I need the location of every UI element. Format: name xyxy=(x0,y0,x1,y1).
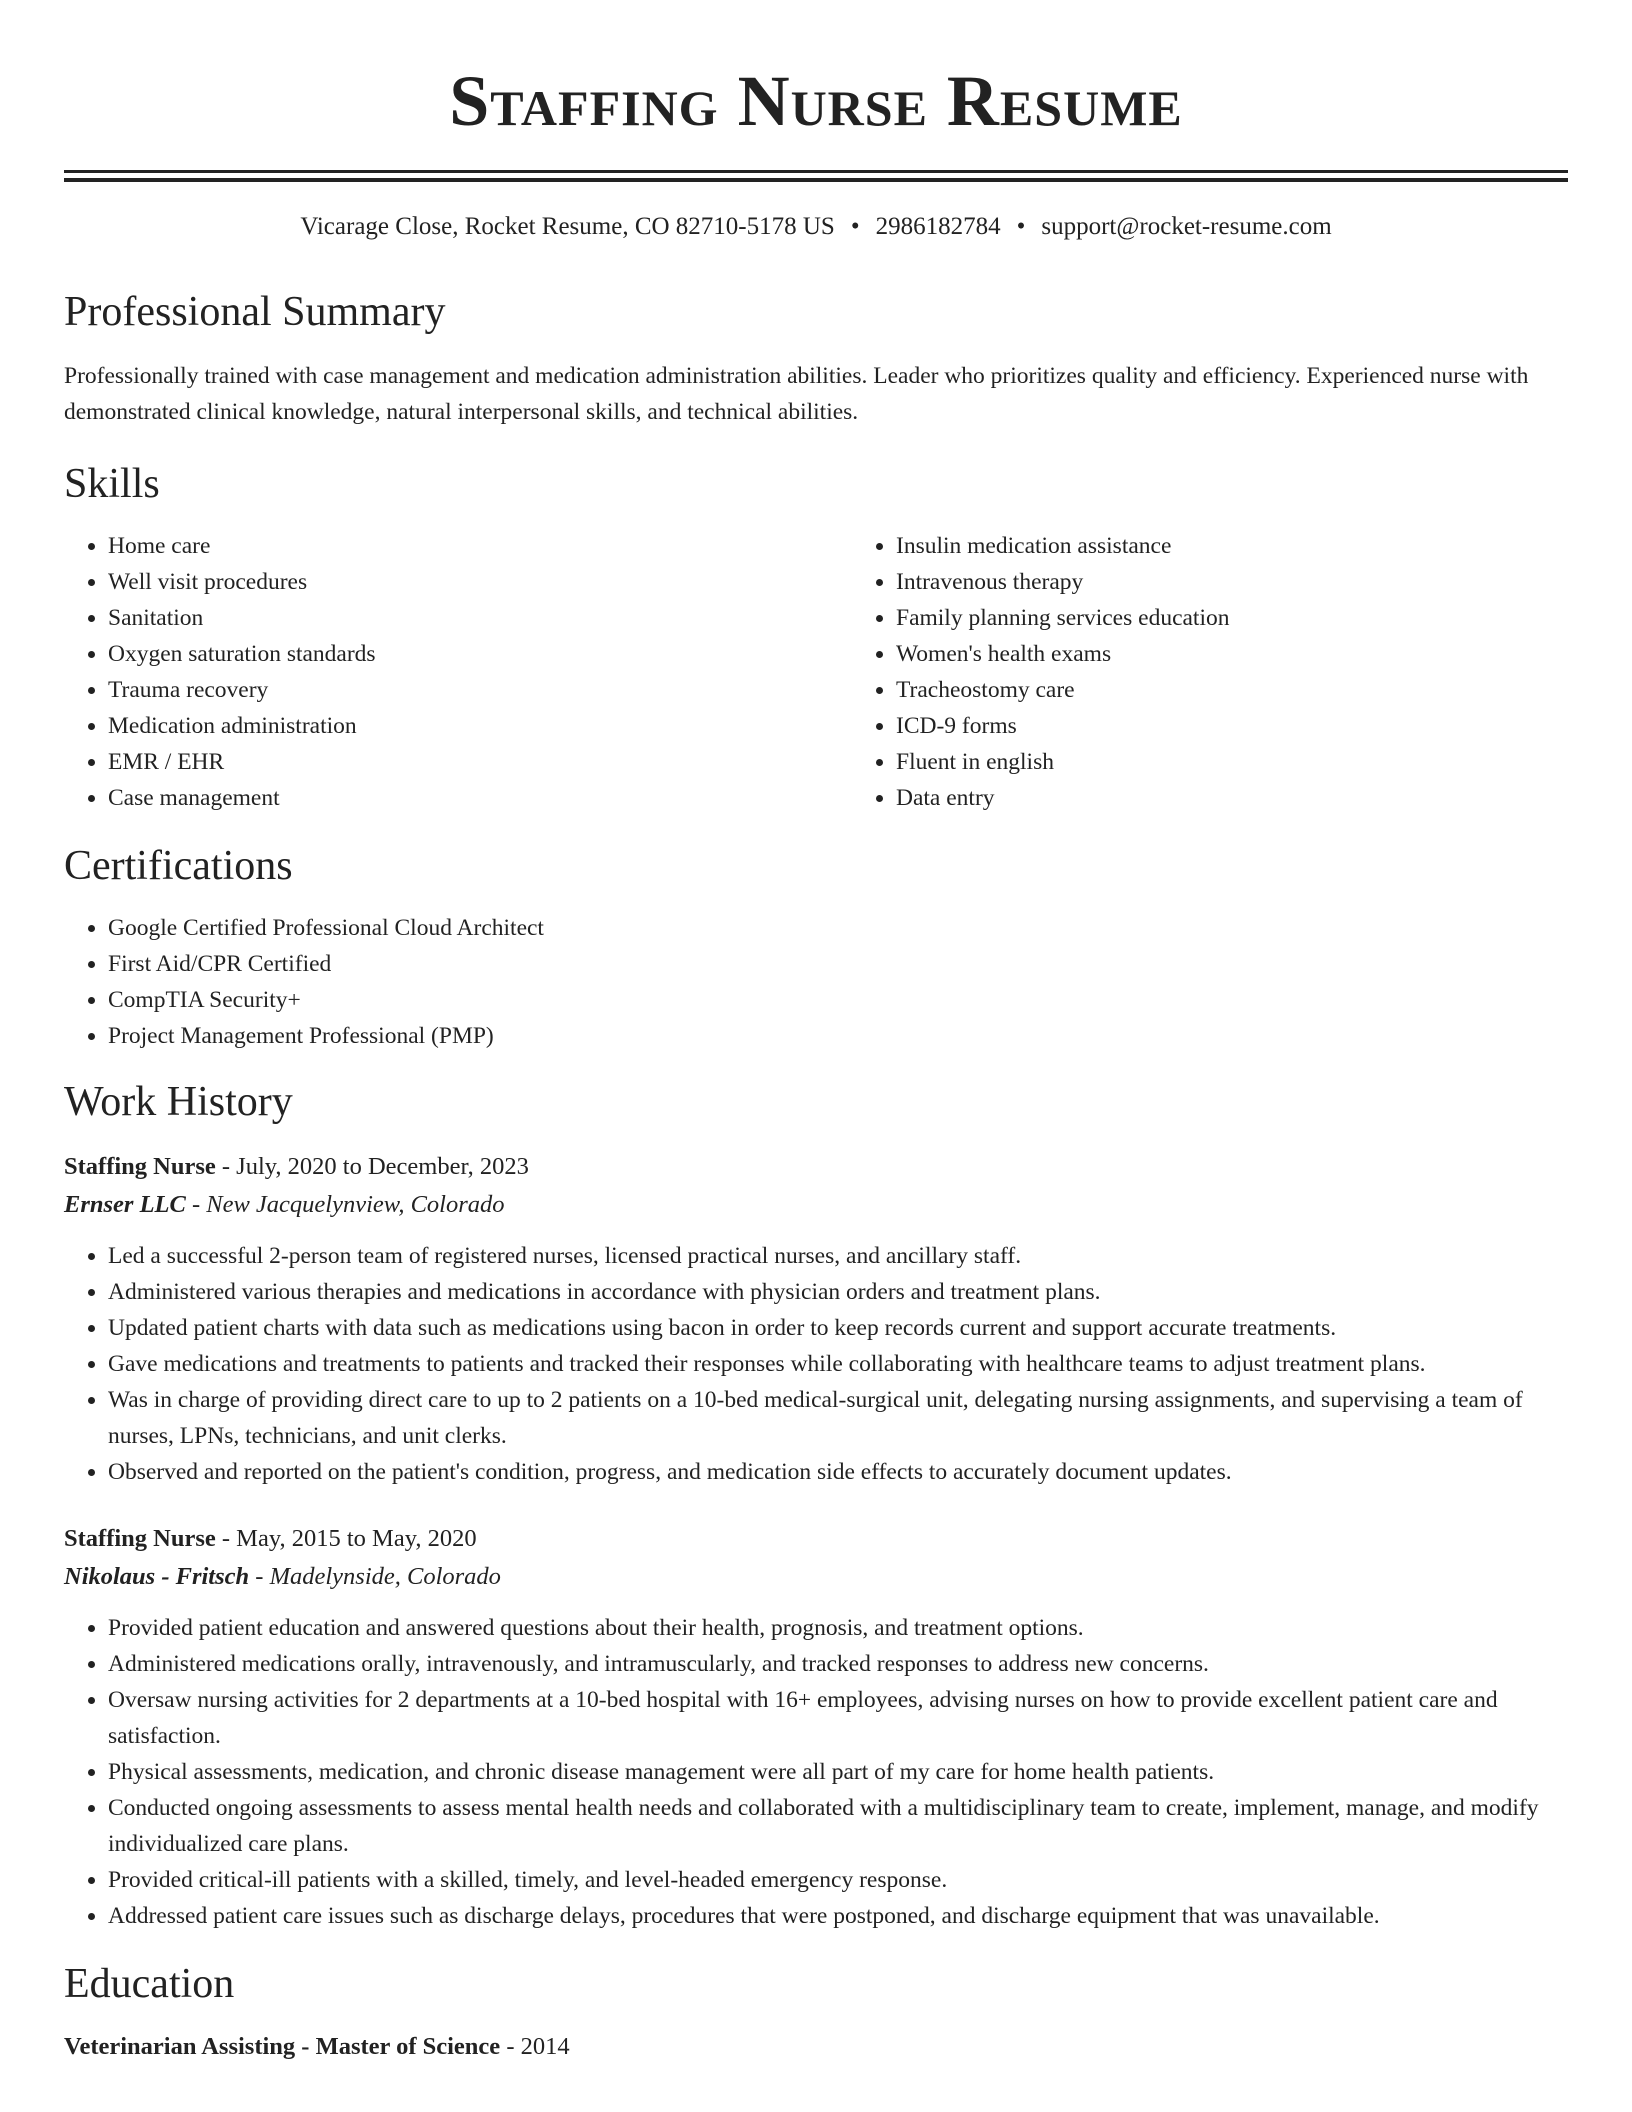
education-heading: Education xyxy=(64,1961,235,2007)
skill-item: • Insulin medication assistance xyxy=(896,528,1632,564)
certification-item: • CompTIA Security+ xyxy=(108,982,1568,1018)
certifications-heading: Certifications xyxy=(64,843,293,889)
skill-item: • Medication administration xyxy=(108,708,852,744)
job-location: - New Jacquelynview, Colorado xyxy=(185,1191,505,1218)
contact-address: Vicarage Close, Rocket Resume, CO 82710-5178 US xyxy=(300,213,835,240)
job-bullet: • Was in charge of providing direct care to up to 2 patients on a 10-bed medical-surgical unit, delegating nursing assignments, and supervising a team of nurses, LPNs, technicians, and unit clerks. xyxy=(108,1382,1568,1454)
skill-item: • Trauma recovery xyxy=(108,672,852,708)
skill-item: • EMR / EHR xyxy=(108,744,852,780)
summary-text: Professionally trained with case management and medication administration abilities. Leader who prioritizes quality and efficiency. Experienced nurse with demonstrated clinical knowledge, natural interpersonal skills, and technical abilities. xyxy=(64,363,1529,425)
skill-item: • Family planning services education xyxy=(896,600,1632,636)
skills-column-right xyxy=(852,528,1632,816)
skill-item: • Home care xyxy=(108,528,852,564)
job-title: Staffing Nurse xyxy=(64,1525,216,1552)
certifications-list xyxy=(64,910,1568,1054)
summary-heading: Professional Summary xyxy=(64,289,446,335)
job-entry xyxy=(64,1148,1568,1490)
skill-item: • Data entry xyxy=(896,780,1632,816)
job-bullet: • Led a successful 2-person team of registered nurses, licensed practical nurses, and ancillary staff. xyxy=(108,1238,1568,1274)
skills-column-left xyxy=(64,528,852,816)
job-title-line xyxy=(64,1520,1568,1558)
job-bullet: • Updated patient charts with data such as medications using bacon in order to keep records current and support accurate treatments. xyxy=(108,1310,1568,1346)
contact-separator: • xyxy=(850,213,860,240)
job-bullet: • Gave medications and treatments to patients and tracked their responses while collaborating with healthcare teams to adjust treatment plans. xyxy=(108,1346,1568,1382)
resume-title: Staffing Nurse Resume xyxy=(449,61,1183,141)
education-degree: Veterinarian Assisting - Master of Science xyxy=(64,2033,501,2060)
job-entry xyxy=(64,1520,1568,1934)
education-year: - 2014 xyxy=(500,2033,570,2060)
job-bullet: • Provided critical-ill patients with a skilled, timely, and level-headed emergency response. xyxy=(108,1862,1568,1898)
skills-list xyxy=(64,528,1568,816)
job-company-line xyxy=(64,1186,1568,1224)
job-bullet: • Oversaw nursing activities for 2 departments at a 10-bed hospital with 16+ employees, advising nurses on how to provide excellent patient care and satisfaction. xyxy=(108,1682,1568,1754)
skill-item: • Intravenous therapy xyxy=(896,564,1632,600)
contact-separator: • xyxy=(1016,213,1026,240)
skill-item: • Sanitation xyxy=(108,600,852,636)
job-title-line xyxy=(64,1148,1568,1186)
job-bullets xyxy=(64,1238,1568,1490)
skill-item: • Women's health exams xyxy=(896,636,1632,672)
certification-item: • Project Management Professional (PMP) xyxy=(108,1018,1568,1054)
job-bullet: • Conducted ongoing assessments to assess mental health needs and collaborated with a multidisciplinary team to create, implement, manage, and modify individualized care plans. xyxy=(108,1790,1568,1862)
skill-item: • Oxygen saturation standards xyxy=(108,636,852,672)
job-bullet: • Addressed patient care issues such as discharge delays, procedures that were postponed, and discharge equipment that was unavailable. xyxy=(108,1898,1568,1934)
certification-item: • First Aid/CPR Certified xyxy=(108,946,1568,982)
work-history-heading: Work History xyxy=(64,1079,293,1125)
job-bullet: • Administered various therapies and medications in accordance with physician orders and treatment plans. xyxy=(108,1274,1568,1310)
job-bullets xyxy=(64,1610,1568,1934)
skill-item: • Case management xyxy=(108,780,852,816)
job-dates: - May, 2015 to May, 2020 xyxy=(215,1525,477,1552)
title-divider xyxy=(64,170,1568,182)
skill-item: • Fluent in english xyxy=(896,744,1632,780)
job-bullet: • Administered medications orally, intravenously, and intramuscularly, and tracked responses to address new concerns. xyxy=(108,1646,1568,1682)
certification-item: • Google Certified Professional Cloud Architect xyxy=(108,910,1568,946)
job-bullet: • Observed and reported on the patient's condition, progress, and medication side effects to accurately document updates. xyxy=(108,1454,1568,1490)
skill-item: • Tracheostomy care xyxy=(896,672,1632,708)
job-dates: - July, 2020 to December, 2023 xyxy=(215,1153,529,1180)
job-title: Staffing Nurse xyxy=(64,1153,216,1180)
job-company: Ernser LLC xyxy=(64,1191,186,1218)
job-bullet: • Physical assessments, medication, and chronic disease management were all part of my care for home health patients. xyxy=(108,1754,1568,1790)
education-entry xyxy=(64,2028,1568,2066)
job-company-line xyxy=(64,1558,1568,1596)
skill-item: • Well visit procedures xyxy=(108,564,852,600)
job-company: Nikolaus - Fritsch xyxy=(64,1563,250,1590)
contact-line xyxy=(64,210,1568,244)
job-location: - Madelynside, Colorado xyxy=(249,1563,501,1590)
job-bullet: • Provided patient education and answered questions about their health, prognosis, and treatment options. xyxy=(108,1610,1568,1646)
skills-heading: Skills xyxy=(64,461,160,507)
skill-item: • ICD-9 forms xyxy=(896,708,1632,744)
contact-email[interactable]: support@rocket-resume.com xyxy=(1041,213,1332,240)
contact-phone: 2986182784 xyxy=(875,213,1001,240)
